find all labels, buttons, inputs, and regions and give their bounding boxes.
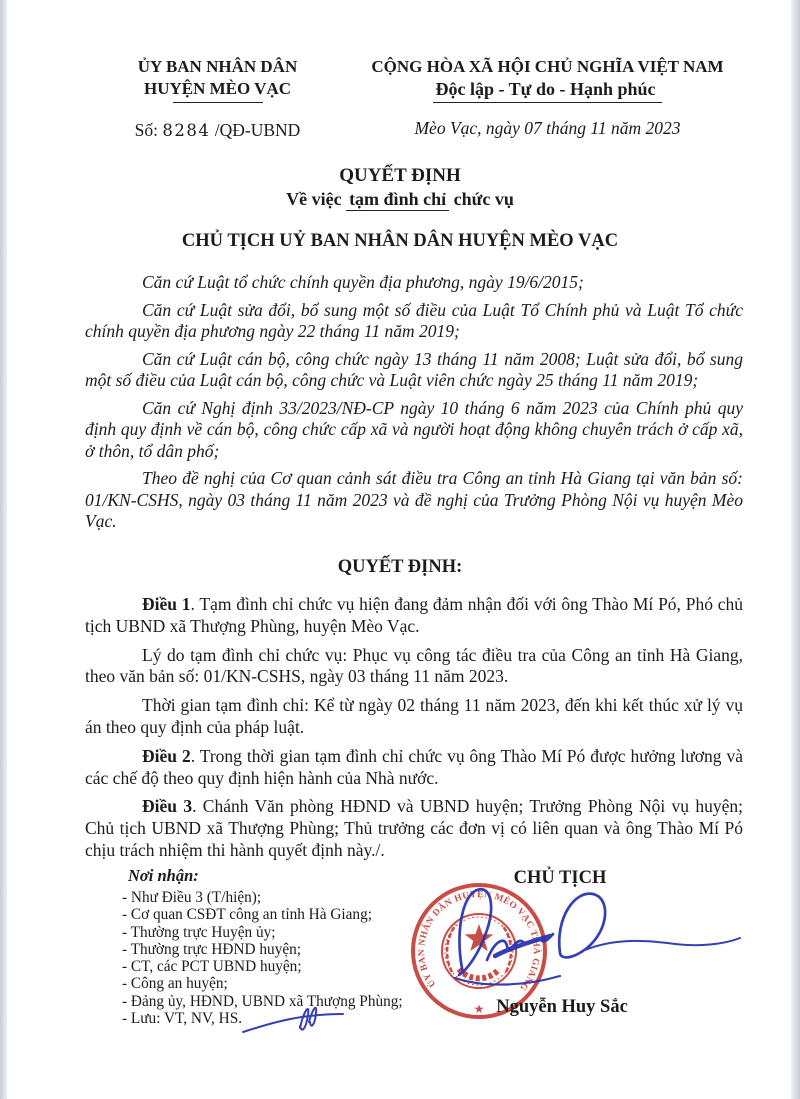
preamble (85, 272, 743, 539)
issuing-org-line1: ỦY BAN NHÂN DÂN (137, 57, 298, 76)
document-number-suffix: /QĐ-UBND (214, 120, 301, 140)
document-number (85, 120, 350, 141)
document-number-value: 8284 (162, 121, 211, 140)
recipient-item: - Thường trực Huyện ủy; (122, 923, 276, 941)
national-header-block (350, 56, 745, 141)
signer-title: CHỦ TỊCH (513, 868, 607, 888)
preamble-paragraph: Căn cứ Luật tổ chức chính quyền địa phương, ngày 19/6/2015; (142, 272, 584, 292)
seal-text: ỦY BAN NHÂN DÂN HUYỆN MÈO VẠC T.HÀ GIANG (417, 889, 541, 993)
handwritten-signature (425, 878, 745, 993)
article-paragraph: Lý do tạm đình chỉ chức vụ: Phục vụ công tác điều tra của Công an tỉnh Hà Giang, theo văn bản số: 01/KN-CSHS, ngày 03 tháng 11 năm 2023. (85, 644, 743, 687)
seal-star-glyph: ★ (473, 1002, 485, 1016)
article-paragraph: Thời gian tạm đình chỉ: Kể từ ngày 02 tháng 11 năm 2023, đến khi kết thúc xử lý vụ án theo quy định của pháp luật. (85, 695, 743, 737)
document-header (85, 56, 745, 141)
recipients-heading: Nơi nhận: (128, 866, 199, 885)
national-motto-line2 (350, 78, 745, 103)
article-label: Điều 2 (142, 745, 191, 766)
issuing-org-block (85, 56, 350, 141)
article-label: Điều 3 (142, 796, 193, 817)
org-separator-line (173, 102, 263, 103)
preamble-paragraph: Căn cứ Nghị định 33/2023/NĐ-CP ngày 10 tháng 6 năm 2023 của Chính phủ quy định quy định về cán bộ, công chức cấp xã và người hoạt động không chuyên trách ở cấp xã, ở thôn, tổ dân phố; (85, 397, 743, 461)
article-paragraph: Điều 3. Chánh Văn phòng HĐND và UBND huyện; Trưởng Phòng Nội vụ huyện; Chủ tịch UBND xã Thượng Phùng; Thủ trưởng các đơn vị có liên quan và ông Thào Mí Pó chịu trách nhiệm thi hành quyết định này./. (85, 796, 743, 860)
recipient-item: - Thường trực HĐND huyện; (122, 940, 302, 958)
national-motto-line1: CỘNG HÒA XÃ HỘI CHỦ NGHĨA VIỆT NAM (371, 57, 724, 76)
article-paragraph: Điều 1. Tạm đình chỉ chức vụ hiện đang đảm nhận đối với ông Thào Mí Pó, Phó chủ tịch UBND xã Thượng Phùng, huyện Mèo Vạc. (85, 594, 743, 636)
title-block (0, 164, 800, 211)
signer-name: Nguyễn Huy Sắc (496, 997, 628, 1017)
article-label: Điều 1 (142, 594, 191, 614)
document-title: QUYẾT ĐỊNH (339, 165, 461, 186)
preamble-paragraph: Theo đề nghị của Cơ quan cảnh sát điều tra Công an tỉnh Hà Giang tại văn bản số: 01/KN-CSHS, ngày 03 tháng 11 năm 2023 và đề nghị của Trưởng Phòng Nội vụ huyện Mèo Vạc. (85, 468, 743, 531)
recipient-item: - CT, các PCT UBND huyện; (122, 958, 302, 976)
subtitle-suffix: chức vụ (453, 189, 514, 209)
place-date-line: Mèo Vạc, ngày 07 tháng 11 năm 2023 (414, 118, 681, 138)
initials-paraph (238, 998, 353, 1043)
subtitle-underlined: tạm đình chỉ (346, 189, 449, 211)
document-subtitle (0, 187, 800, 211)
article-paragraph: Điều 2. Trong thời gian tạm đình chỉ chức vụ ông Thào Mí Pó được hưởng lương và các chế độ theo quy định hiện hành của Nhà nước. (85, 745, 744, 788)
issuing-org-line2: HUYỆN MÈO VẠC (143, 79, 292, 98)
articles (85, 594, 743, 869)
recipient-item: - Đảng ủy, HĐND, UBND xã Thượng Phùng; (122, 992, 403, 1010)
national-motto-underlined: Độc lập - Tự do - Hạnh phúc (433, 78, 661, 103)
preamble-paragraph: Căn cứ Luật cán bộ, công chức ngày 13 tháng 11 năm 2008; Luật sửa đổi, bổ sung một số điều của Luật cán bộ, công chức và Luật viên chức ngày 25 tháng 11 năm 2019; (85, 348, 743, 390)
document-number-label: Số: (134, 120, 159, 140)
subtitle-prefix: Về việc (286, 189, 342, 209)
decision-heading: QUYẾT ĐỊNH: (337, 557, 463, 577)
recipient-item: - Công an huyện; (122, 975, 228, 993)
preamble-paragraph: Căn cứ Luật sửa đổi, bổ sung một số điều của Luật Tổ Chính phủ và Luật Tổ chức chính quyền địa phương ngày 22 tháng 11 năm 2019; (85, 299, 743, 341)
recipient-item: - Cơ quan CSĐT công an tỉnh Hà Giang; (122, 906, 372, 924)
recipient-item: - Như Điều 3 (T/hiện); (122, 889, 262, 906)
issuing-authority-line: CHỦ TỊCH UỶ BAN NHÂN DÂN HUYỆN MÈO VẠC (181, 231, 619, 251)
recipient-item: - Lưu: VT, NV, HS. (122, 1010, 243, 1028)
